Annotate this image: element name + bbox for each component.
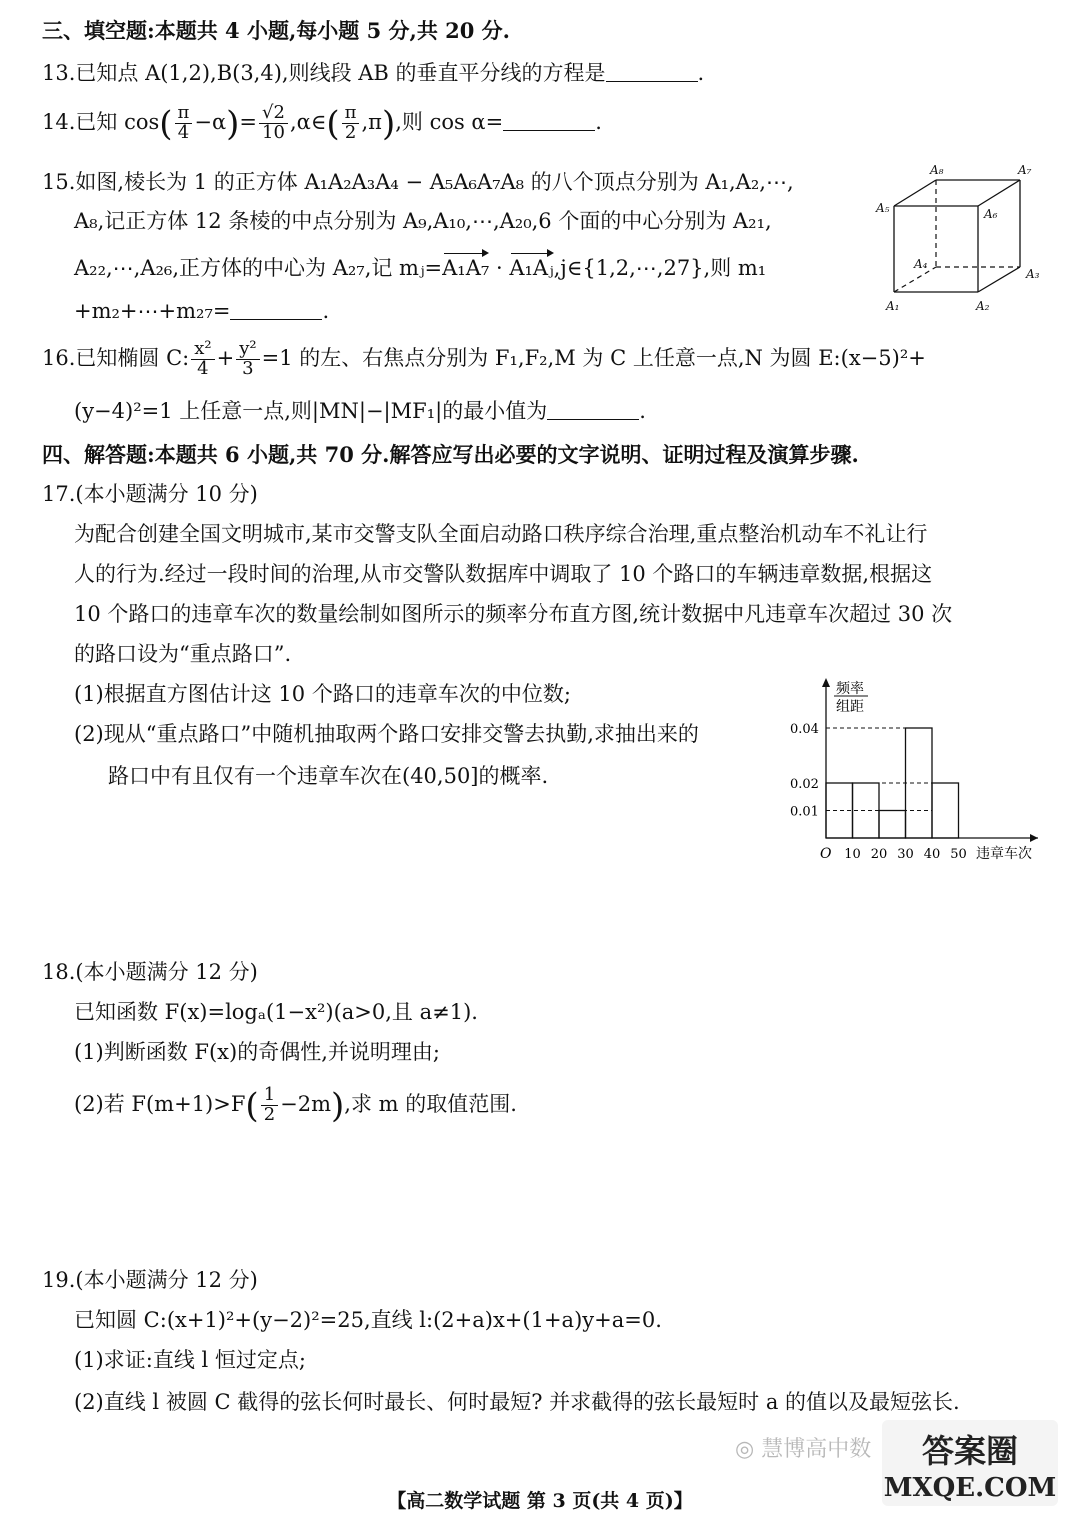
answer-blank [230, 298, 322, 320]
xtick-label-2: 30 [897, 847, 914, 862]
q14-text: 14.已知 cos [42, 110, 160, 134]
q18-line-3: (2)若 F(m+1)>F( $\frac{1}{2}$ −2m),求 m 的取值范围. [74, 1084, 517, 1126]
svg-text:MXQE.COM: MXQE.COM [883, 1473, 1057, 1503]
histogram-bar-4 [932, 783, 959, 838]
cube-label-a4: A₄ [914, 257, 928, 271]
xtick-label-3: 40 [923, 847, 941, 862]
fraction-1-2: $\frac{1}{2}$ [261, 1086, 278, 1125]
fraction-sqrt2-10: $\frac{√2}{10}$ [259, 104, 288, 143]
q17-sub-1: (1)根据直方图估计这 10 个路口的违章车次的中位数; [74, 682, 571, 706]
q13-period: . [697, 61, 705, 85]
fraction-y2-3: $\frac{\text{y²}}{3}$ [236, 340, 259, 379]
ytick-label-2: 0.04 [790, 722, 819, 737]
y-label-bottom: 组距 [836, 699, 864, 715]
cube-figure [870, 162, 1050, 320]
answer-blank [606, 60, 698, 82]
cube-label-a1: A₁ [886, 299, 900, 313]
answer-blank [503, 109, 595, 131]
q15-line-3: A₂₂,⋯,A₂₆,正方体的中心为 A₂₇,记 mⱼ=A₁A₇ · A₁Aⱼ,j∈{1,2,⋯,27},则 m₁ [74, 256, 767, 280]
xtick-label-0: 10 [844, 847, 861, 862]
fraction-x2-4: $\frac{\text{x²}}{4}$ [191, 340, 214, 379]
ytick-label-0: 0.01 [790, 804, 819, 820]
wechat-icon: ◎ [735, 1437, 755, 1462]
q17-para-1: 为配合创建全国文明城市,某市交警支队全面启动路口秩序综合治理,重点整治机动车不礼让行 [74, 522, 928, 546]
q17-para-4: 的路口设为“重点路口”. [74, 642, 292, 666]
q17-para-2: 人的行为.经过一段时间的治理,从市交警队数据库中调取了 10 个路口的车辆违章数据,根据这 [74, 562, 933, 586]
q15-line-2: A₈,记正方体 12 条棱的中点分别为 A₉,A₁₀,⋯,A₂₀,6 个面的中心分别为 A₂₁, [74, 209, 772, 233]
cube-label-a7: A₇ [1018, 163, 1032, 177]
origin-label: O [820, 846, 832, 862]
q19-line-2: (1)求证:直线 l 恒过定点; [74, 1348, 306, 1372]
y-label-top: 频率 [836, 681, 864, 697]
q18-line-2: (1)判断函数 F(x)的奇偶性,并说明理由; [74, 1040, 440, 1064]
histogram-bar-2 [879, 811, 906, 839]
svg-text:答案圈: 答案圈 [921, 1432, 1019, 1470]
page-footer: 【高二数学试题 第 3 页(共 4 页)】 [387, 1490, 693, 1512]
answer-blank [547, 398, 639, 420]
q17-sub-2: (2)现从“重点路口”中随机抽取两个路口安排交警去执勤,求抽出来的 [74, 722, 699, 746]
question-14: 14.已知 cos( $\frac{\pi}{4}$ −α)= $\frac{√2}{10}$ ,α∈( $\frac{\pi}{2}$ ,π),则 cos α= . [42, 102, 602, 144]
q17-sub-2b: 路口中有且仅有一个违章车次在(40,50]的概率. [108, 764, 549, 788]
x-axis-label: 违章车次 [976, 846, 1032, 862]
q19-heading: 19.(本小题满分 12 分) [42, 1268, 258, 1292]
fraction-pi-2: $\frac{\pi}{2}$ [342, 104, 360, 143]
histogram-chart [786, 674, 1048, 870]
vector-a1aj: A₁Aⱼ [509, 256, 554, 280]
q19-line-3: (2)直线 l 被圆 C 截得的弦长何时最长、何时最短? 并求截得的弦长最短时 a 的值以及最短弦长. [74, 1390, 960, 1414]
q17-heading: 17.(本小题满分 10 分) [42, 482, 258, 506]
cube-label-a6: A₆ [984, 207, 998, 221]
cube-label-a8: A₈ [930, 163, 944, 177]
q18-line-1: 已知函数 F(x)=logₐ(1−x²)(a>0,且 a≠1). [74, 1000, 478, 1024]
section4-heading: 四、解答题:本题共 6 小题,共 70 分.解答应写出必要的文字说明、证明过程及演算步骤. [42, 442, 859, 467]
ytick-label-1: 0.02 [790, 777, 819, 792]
q16-line-2: (y−4)²=1 上任意一点,则|MN|−|MF₁|的最小值为 . [74, 399, 646, 423]
xtick-label-1: 20 [870, 847, 888, 862]
question-16: 16.已知椭圆 C: $\frac{\text{x²}}{4}$ + $\frac{\text{y²}}{3}$ =1 的左、右焦点分别为 F₁,F₂,M 为 C 上任意一点,N 为圆 E:(x−5)²+ [42, 338, 926, 379]
q19-line-1: 已知圆 C:(x+1)²+(y−2)²=25,直线 l:(2+a)x+(1+a)y+a=0. [74, 1308, 662, 1332]
question-13 [42, 60, 704, 86]
cube-label-a3: A₃ [1026, 267, 1040, 281]
q18-heading: 18.(本小题满分 12 分) [42, 960, 258, 984]
q13-text: 13.已知点 A(1,2),B(3,4),则线段 AB 的垂直平分线的方程是 [42, 61, 606, 85]
cube-label-a2: A₂ [976, 299, 990, 313]
watermark-text: ◎ 慧博高中数 [735, 1437, 872, 1462]
fraction-pi-4: $\frac{\pi}{4}$ [175, 104, 193, 143]
q17-para-3: 10 个路口的违章车次的数量绘制如图所示的频率分布直方图,统计数据中凡违章车次超过 30 次 [74, 602, 953, 626]
xtick-label-4: 50 [950, 847, 967, 862]
q15-line-1: 15.如图,棱长为 1 的正方体 A₁A₂A₃A₄ − A₅A₆A₇A₈ 的八个顶点分别为 A₁,A₂,⋯, [42, 170, 794, 194]
vector-a1a7: A₁A₇ [442, 256, 490, 280]
cube-label-a5: A₅ [876, 201, 890, 215]
q15-line-4: +m₂+⋯+m₂₇= . [74, 299, 330, 323]
section3-heading: 三、填空题:本题共 4 小题,每小题 5 分,共 20 分. [42, 18, 510, 43]
